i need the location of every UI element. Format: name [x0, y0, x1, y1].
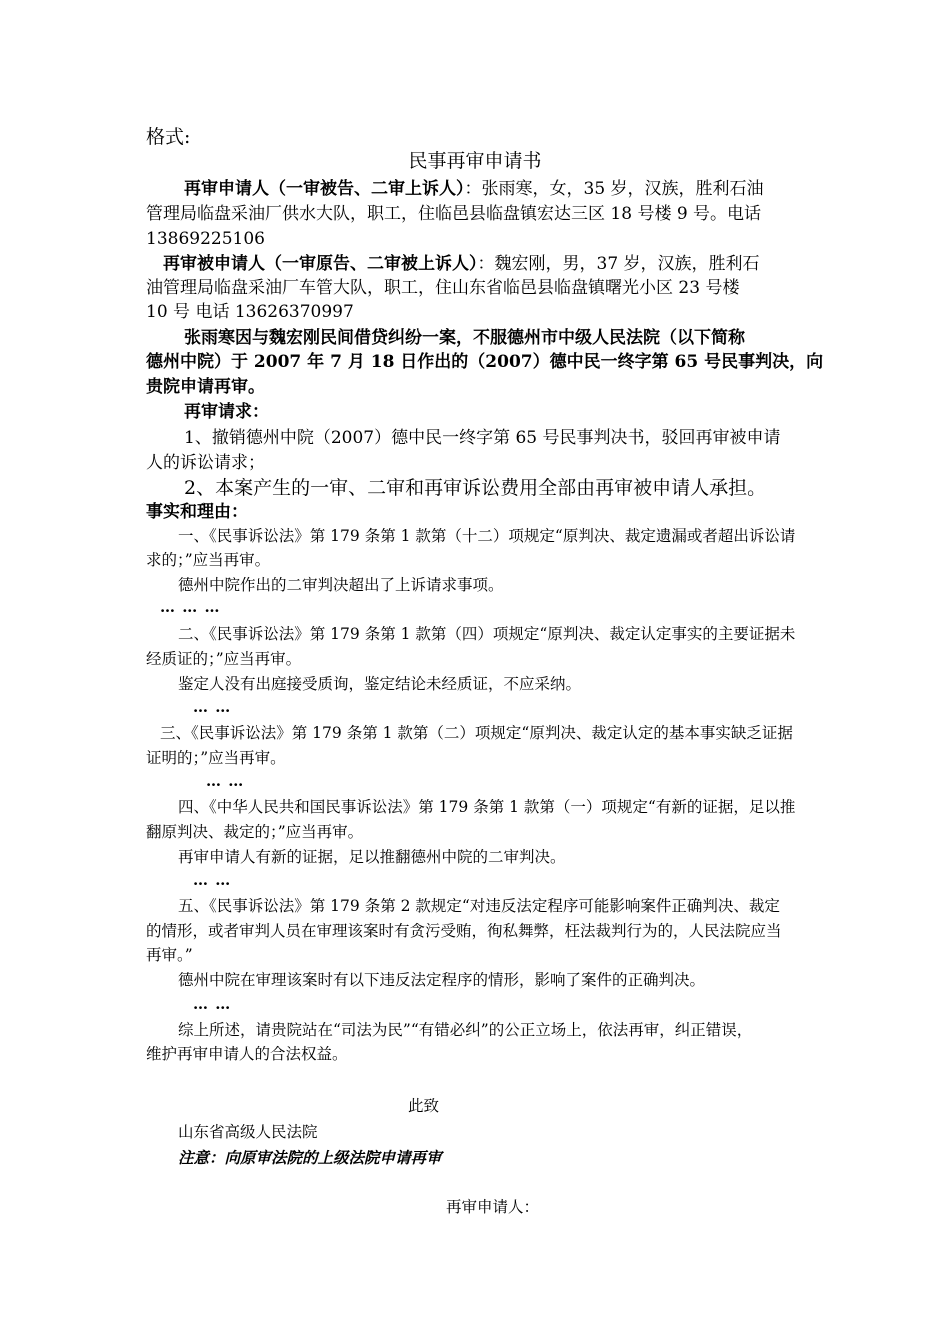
fact-1-line-1: 一、《民事诉讼法》第 179 条第 1 款第（十二）项规定“原判决、裁定遗漏或者超出诉讼请 [178, 527, 796, 545]
intro-line-3: 贵院申请再审。 [146, 377, 265, 397]
request-item-1-line-2: 人的诉讼请求； [146, 453, 265, 473]
request-item-2: 2、本案产生的一审、二审和再审诉讼费用全部由再审被申请人承担。 [184, 477, 767, 499]
fact-3-ellipsis: … … [206, 772, 245, 790]
fact-1-detail: 德州中院作出的二审判决超出了上诉请求事项。 [178, 576, 504, 594]
signature-label: 再审申请人： [446, 1198, 540, 1216]
document-title: 民事再审申请书 [408, 150, 542, 172]
fact-3-line-1: 三、《民事诉讼法》第 179 条第 1 款第（二）项规定“原判决、裁定认定的基本事实缺乏证据 [160, 724, 793, 742]
fact-2-line-1: 二、《民事诉讼法》第 179 条第 1 款第（四）项规定“原判决、裁定认定事实的主要证据未 [178, 625, 796, 643]
intro-line-2: 德州中院）于 2007 年 7 月 18 日作出的（2007）德中民一终字第 65 号民事判决，向 [146, 352, 824, 372]
applicant-line-3: 13869225106 [146, 229, 265, 249]
fact-5-line-3: 再审。” [146, 946, 193, 964]
request-item-1-line-1: 1、撤销德州中院（2007）德中民一终字第 65 号民事判决书，驳回再审被申请 [184, 428, 781, 448]
fact-5-ellipsis: … … [193, 995, 232, 1013]
requests-heading: 再审请求： [184, 402, 269, 422]
respondent-role: 再审被申请人（一审原告、二审被上诉人） [163, 254, 478, 274]
salutation: 此致 [408, 1097, 440, 1115]
fact-5-detail: 德州中院在审理该案时有以下违反法定程序的情形，影响了案件的正确判决。 [178, 971, 706, 989]
fact-4-line-2: 翻原判决、裁定的；”应当再审。 [146, 823, 364, 841]
fact-1-line-2: 求的；”应当再审。 [146, 551, 271, 569]
fact-2-detail: 鉴定人没有出庭接受质询，鉴定结论未经质证，不应采纳。 [178, 675, 582, 693]
respondent-info: ：魏宏刚，男，37 岁，汉族，胜利石 [477, 254, 760, 274]
respondent-line-1 [163, 256, 760, 273]
conclusion-line-2: 维护再审申请人的合法权益。 [146, 1045, 348, 1063]
court-name: 山东省高级人民法院 [178, 1123, 318, 1141]
respondent-line-3: 10 号 电话 13626370997 [146, 302, 354, 322]
facts-heading: 事实和理由： [146, 502, 248, 522]
fact-3-line-2: 证明的；”应当再审。 [146, 749, 286, 767]
fact-5-line-2: 的情形，或者审判人员在审理该案时有贪污受贿，徇私舞弊，枉法裁判行为的，人民法院应当 [146, 922, 782, 940]
applicant-info: ：张雨寒，女，35 岁，汉族，胜利石油 [464, 179, 764, 199]
respondent-line-2: 油管理局临盘采油厂车管大队，职工，住山东省临邑县临盘镇曙光小区 23 号楼 [146, 278, 740, 298]
intro-line-1: 张雨寒因与魏宏刚民间借贷纠纷一案，不服德州市中级人民法院（以下简称 [184, 328, 745, 348]
fact-4-line-1: 四、《中华人民共和国民事诉讼法》第 179 条第 1 款第（一）项规定“有新的证据，足以推 [178, 798, 796, 816]
applicant-line-1 [184, 181, 764, 198]
applicant-role: 再审申请人（一审被告、二审上诉人） [184, 179, 465, 199]
applicant-line-2: 管理局临盘采油厂供水大队，职工，住临邑县临盘镇宏达三区 18 号楼 9 号。电话 [146, 204, 762, 224]
conclusion-line-1: 综上所述，请贵院站在“司法为民”“有错必纠”的公正立场上，依法再审，纠正错误， [178, 1021, 753, 1039]
fact-5-line-1: 五、《民事诉讼法》第 179 条第 2 款规定“对违反法定程序可能影响案件正确判决、裁定 [178, 897, 780, 915]
fact-4-detail: 再审申请人有新的证据，足以推翻德州中院的二审判决。 [178, 848, 566, 866]
fact-2-line-2: 经质证的；”应当再审。 [146, 650, 302, 668]
format-label: 格式: [146, 126, 191, 148]
fact-4-ellipsis: … … [193, 871, 232, 889]
fact-2-ellipsis: … … [193, 698, 232, 716]
fact-1-ellipsis: … … … [160, 598, 221, 616]
note: 注意：向原审法院的上级法院申请再审 [178, 1148, 442, 1167]
